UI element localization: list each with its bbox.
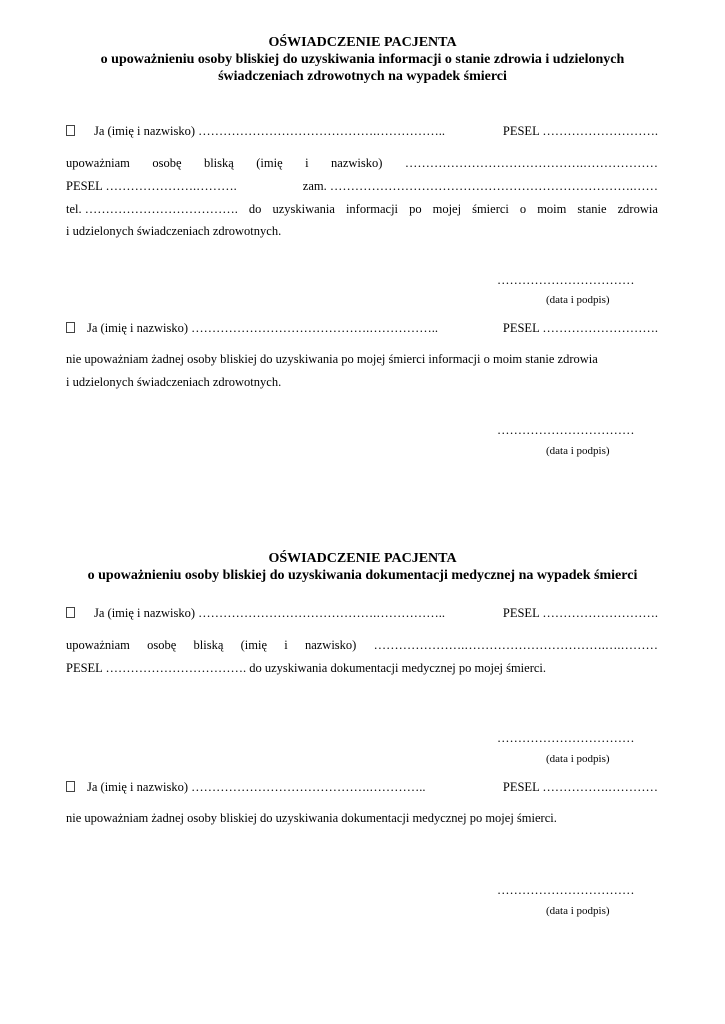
- s2b-name-row: [66, 780, 658, 795]
- s2b-declaration-text: nie upoważniam żadnej osoby bliskiej do uzyskiwania dokumentacji medycznej po mojej śmierci.: [66, 811, 557, 825]
- s1a-word: po: [409, 202, 422, 216]
- s1a-relative-name-field[interactable]: …………………………………….………………: [404, 156, 658, 170]
- s1b-signature-field[interactable]: ……………………………: [497, 423, 635, 437]
- s2b-checkbox[interactable]: [66, 781, 75, 792]
- s1a-pesel-address-row: [66, 179, 658, 194]
- s2a-name-field[interactable]: Ja (imię i nazwisko) …………………………………….……………..: [94, 606, 446, 620]
- s2a-name-row: [66, 606, 658, 621]
- s2a-word: bliską: [193, 638, 224, 652]
- s1a-word: informacji: [345, 202, 399, 216]
- s1a-word: (imię: [256, 156, 283, 170]
- section2-title: [40, 550, 685, 584]
- section1-subtitle-line1: o upoważnieniu osoby bliskiej do uzyskiwania informacji o stanie zdrowia i udzielonych: [100, 52, 625, 67]
- s1a-word: bliską: [203, 156, 234, 170]
- s1a-signature-caption: (data i podpis): [546, 294, 610, 306]
- section1-subtitle-line2: świadczeniach zdrowotnych na wypadek śmierci: [218, 69, 507, 84]
- s2a-relative-name-field[interactable]: ………………….…………………………….….………: [373, 638, 658, 652]
- section2-subtitle-line1: o upoważnieniu osoby bliskiej do uzyskiwania dokumentacji medycznej na wypadek śmierci: [87, 568, 638, 583]
- s1a-name-row: [66, 124, 658, 139]
- s2a-word: osobę: [147, 638, 177, 652]
- s1a-word: o: [519, 202, 527, 216]
- s1a-word: śmierci: [472, 202, 509, 216]
- s1a-word: osobę: [152, 156, 182, 170]
- s2b-name-field[interactable]: Ja (imię i nazwisko) …………………………………….…………..: [87, 780, 426, 794]
- s1a-pesel-field[interactable]: PESEL ……………………….: [502, 124, 658, 138]
- s1a-word: stanie: [577, 202, 607, 216]
- s1a-authorize-row: [66, 156, 658, 171]
- s1b-closing-text: i udzielonych świadczeniach zdrowotnych.: [66, 375, 282, 389]
- s1a-phone-field[interactable]: tel. ……………………………….: [66, 202, 238, 216]
- s1a-name-field[interactable]: Ja (imię i nazwisko) …………………………………….……………..: [94, 124, 446, 138]
- s1a-word: mojej: [432, 202, 462, 216]
- section2-heading: OŚWIADCZENIE PACJENTA: [268, 551, 457, 566]
- s1a-word: upoważniam: [66, 156, 130, 170]
- s2a-word: i: [284, 638, 288, 652]
- s2a-signature-caption: (data i podpis): [546, 753, 610, 765]
- s1a-address-field[interactable]: zam. ……………………………………………………………….……: [302, 179, 658, 193]
- s2a-authorize-row: [66, 638, 658, 653]
- s2a-word: upoważniam: [66, 638, 130, 652]
- s1a-phone-row: [66, 202, 658, 217]
- s2b-signature-field[interactable]: ……………………………: [497, 883, 635, 897]
- s1b-name-field[interactable]: Ja (imię i nazwisko) …………………………………….……………..: [87, 321, 439, 335]
- s1a-checkbox[interactable]: [66, 125, 75, 136]
- section1-heading: OŚWIADCZENIE PACJENTA: [268, 35, 457, 50]
- s1a-closing-text: i udzielonych świadczeniach zdrowotnych.: [66, 224, 282, 238]
- s1a-word: nazwisko): [331, 156, 383, 170]
- s2a-word: nazwisko): [304, 638, 357, 652]
- s2a-pesel-text[interactable]: PESEL ……………………………. do uzyskiwania dokumentacji medycznej po mojej śmierci.: [66, 661, 547, 675]
- s1a-word: moim: [537, 202, 567, 216]
- s1a-word: uzyskiwania: [272, 202, 335, 216]
- s2a-word: (imię: [240, 638, 267, 652]
- s2a-checkbox[interactable]: [66, 607, 75, 618]
- section1-title: [40, 34, 685, 85]
- s1a-signature-field[interactable]: ……………………………: [497, 273, 635, 287]
- s1b-signature-caption: (data i podpis): [546, 445, 610, 457]
- s2a-pesel-field[interactable]: PESEL ……………………….: [502, 606, 658, 620]
- s1b-pesel-field[interactable]: PESEL ……………………….: [502, 321, 658, 335]
- s1b-checkbox[interactable]: [66, 322, 75, 333]
- s2a-signature-field[interactable]: ……………………………: [497, 731, 635, 745]
- s2b-signature-caption: (data i podpis): [546, 905, 610, 917]
- s1b-declaration-text: nie upoważniam żadnej osoby bliskiej do uzyskiwania po mojej śmierci informacji o moim stanie zdrowia: [66, 352, 598, 366]
- s1a-word: i: [305, 156, 309, 170]
- s1b-name-row: [66, 321, 658, 336]
- s2b-pesel-field[interactable]: PESEL …………….…………: [502, 780, 658, 794]
- s1a-word: do: [248, 202, 262, 216]
- s1a-relative-pesel-field[interactable]: PESEL ………………….……….: [66, 179, 237, 193]
- s1a-word: zdrowia: [617, 202, 658, 216]
